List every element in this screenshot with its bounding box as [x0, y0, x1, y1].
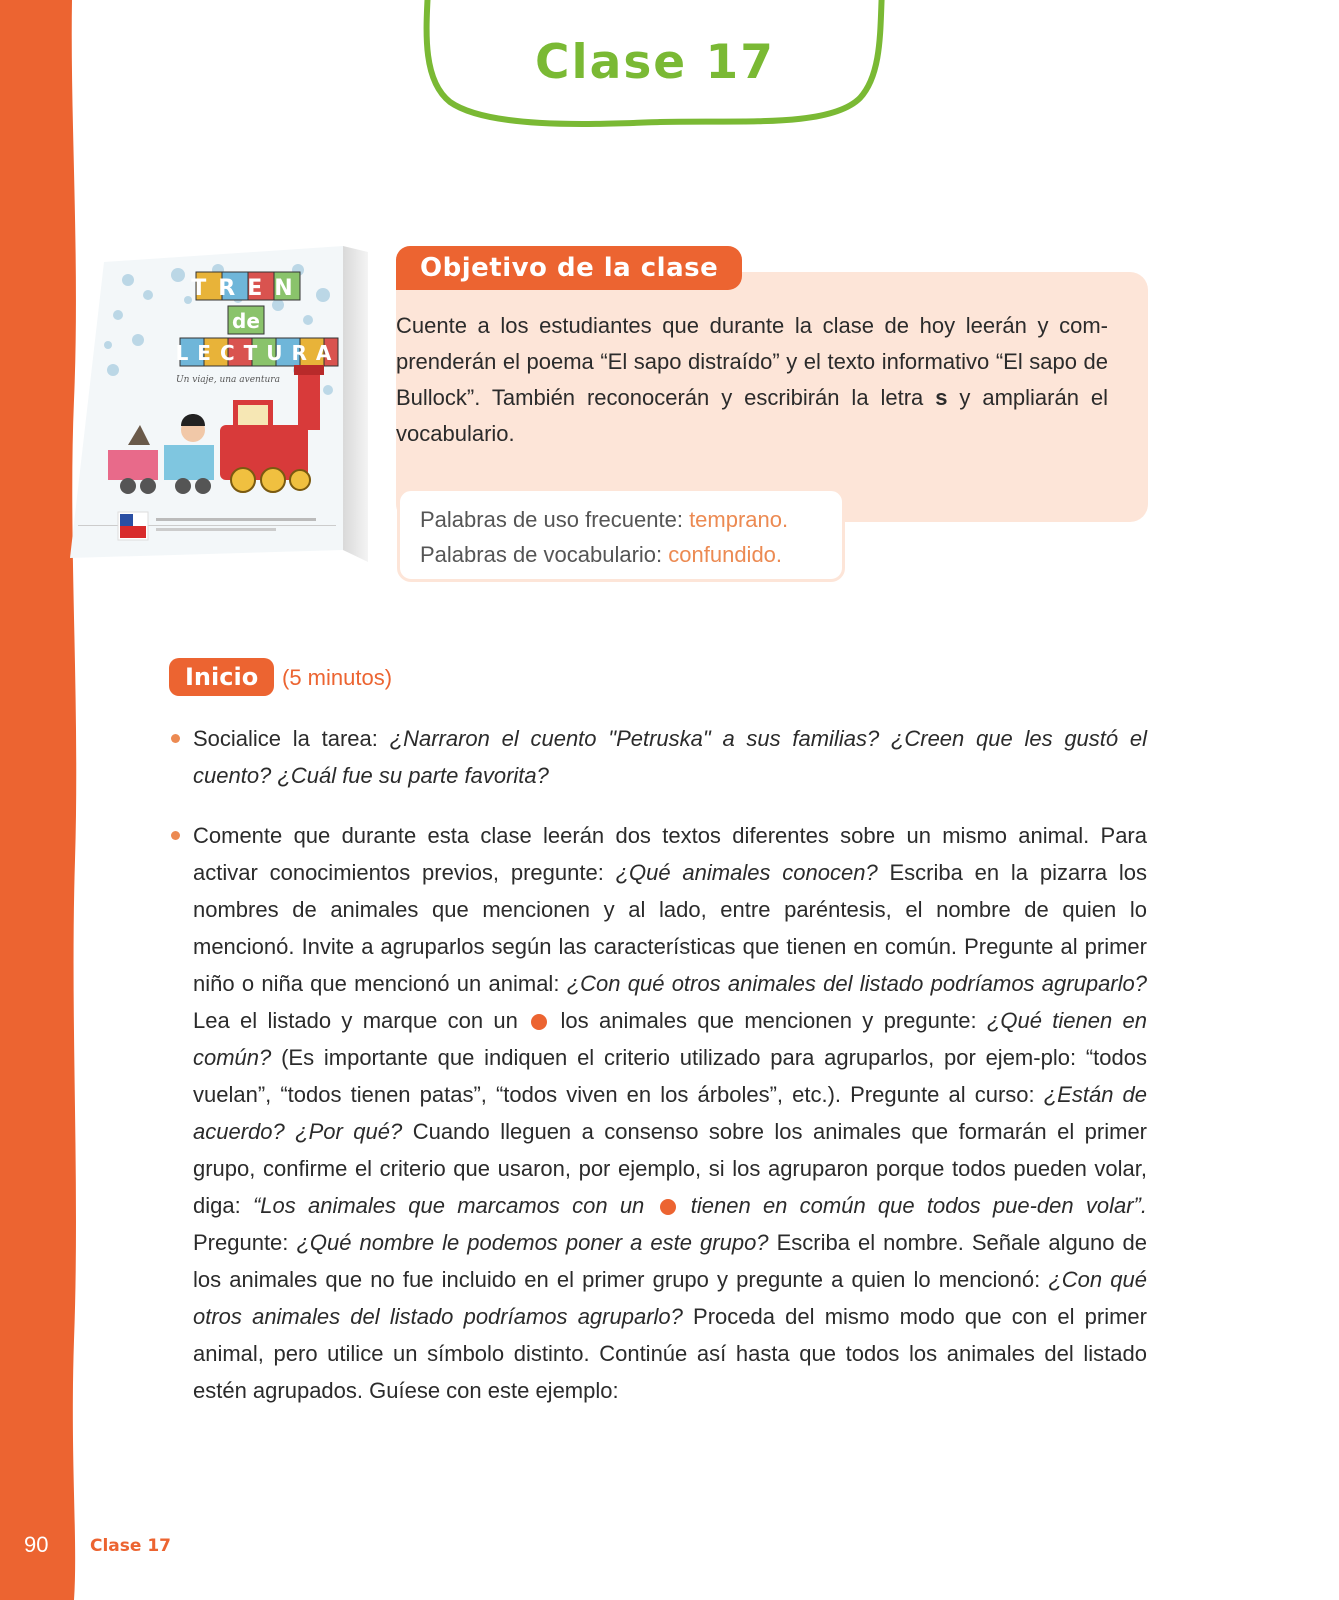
objective-heading: Objetivo de la clase — [396, 246, 742, 290]
book-title-line1: TREN — [191, 276, 305, 301]
inicio-duration: (5 minutos) — [282, 665, 393, 690]
vocabulary-box — [397, 488, 845, 582]
list-item: Socialice la tarea: ¿Narraron el cuento "Petruska" a sus familias? ¿Creen que les gustó el cuento? ¿Cuál fue su parte favorita? — [193, 726, 1147, 788]
book-subtitle: Un viaje, una aventura — [176, 375, 280, 385]
circle-marker-icon — [660, 1199, 676, 1215]
title-tab — [420, 0, 890, 140]
book-title-line3: LECTURA — [175, 341, 341, 365]
inicio-heading: Inicio — [169, 658, 274, 696]
page-title: Clase 17 — [535, 35, 775, 90]
vocabulary-words-line: Palabras de vocabulario: confundido. — [420, 542, 783, 567]
footer-class-label: Clase 17 — [90, 1536, 171, 1556]
page-number: 90 — [24, 1532, 49, 1557]
book-cover-image — [68, 240, 368, 570]
circle-marker-icon — [531, 1014, 547, 1030]
book-title-line2: de — [232, 309, 260, 333]
bullet-icon — [171, 831, 180, 840]
list-item: Comente que durante esta clase leerán dos textos diferentes sobre un mismo animal. Para activar conocimientos previos, pregunte: ¿Qué animales conocen? Escriba en la pizarra los nombres de animales que mencionen y al lado, entre paréntesis, el nombre de quien lo mencionó. Invite a agruparlos según las características que tienen en común. Pregunte al primer niño o niña que mencionó un animal: ¿Con qué otros animales del listado podríamos agruparlo? Lea el listado y marque con un los animales que mencionen y pregunte: ¿Qué tienen en común? (Es importante que indiquen el criterio utilizado para agruparlos, por ejem-plo: “todos vuelan”, “todos tienen patas”, “todos viven en los árboles”, etc.). Pregunte al curso: ¿Están de acuerdo? ¿Por qué? Cuando lleguen a consenso sobre los animales que formarán el primer grupo, confirme el criterio que usaron, por ejemplo, si los agruparon porque todos pueden volar, diga: “Los animales que marcamos con un tienen en común que todos pue-den volar”. Pregunte: ¿Qué nombre le podemos poner a este grupo? Escriba el nombre. Señale alguno de los animales que no fue incluido en el primer grupo y pregunte a quien lo mencionó: ¿Con qué otros animales del listado podríamos agruparlo? Proceda del mismo modo que con el primer animal, pero utilice un símbolo distinto. Continúe así hasta que todos los animales del listado estén agrupados. Guíese con este ejemplo: — [193, 823, 1147, 1403]
objective-text: Cuente a los estudiantes que durante la clase de hoy leerán y com-prenderán el poema “El sapo distraído” y el texto informativo “El sapo de Bullock”. También reconocerán y escribirán la letra s y ampliarán el vocabulario. — [396, 313, 1108, 446]
frequent-words-line: Palabras de uso frecuente: temprano. — [420, 507, 789, 532]
vocabulary-word: confundido. — [668, 542, 783, 567]
frequent-word: temprano. — [689, 507, 789, 532]
bullet-icon — [171, 734, 180, 743]
